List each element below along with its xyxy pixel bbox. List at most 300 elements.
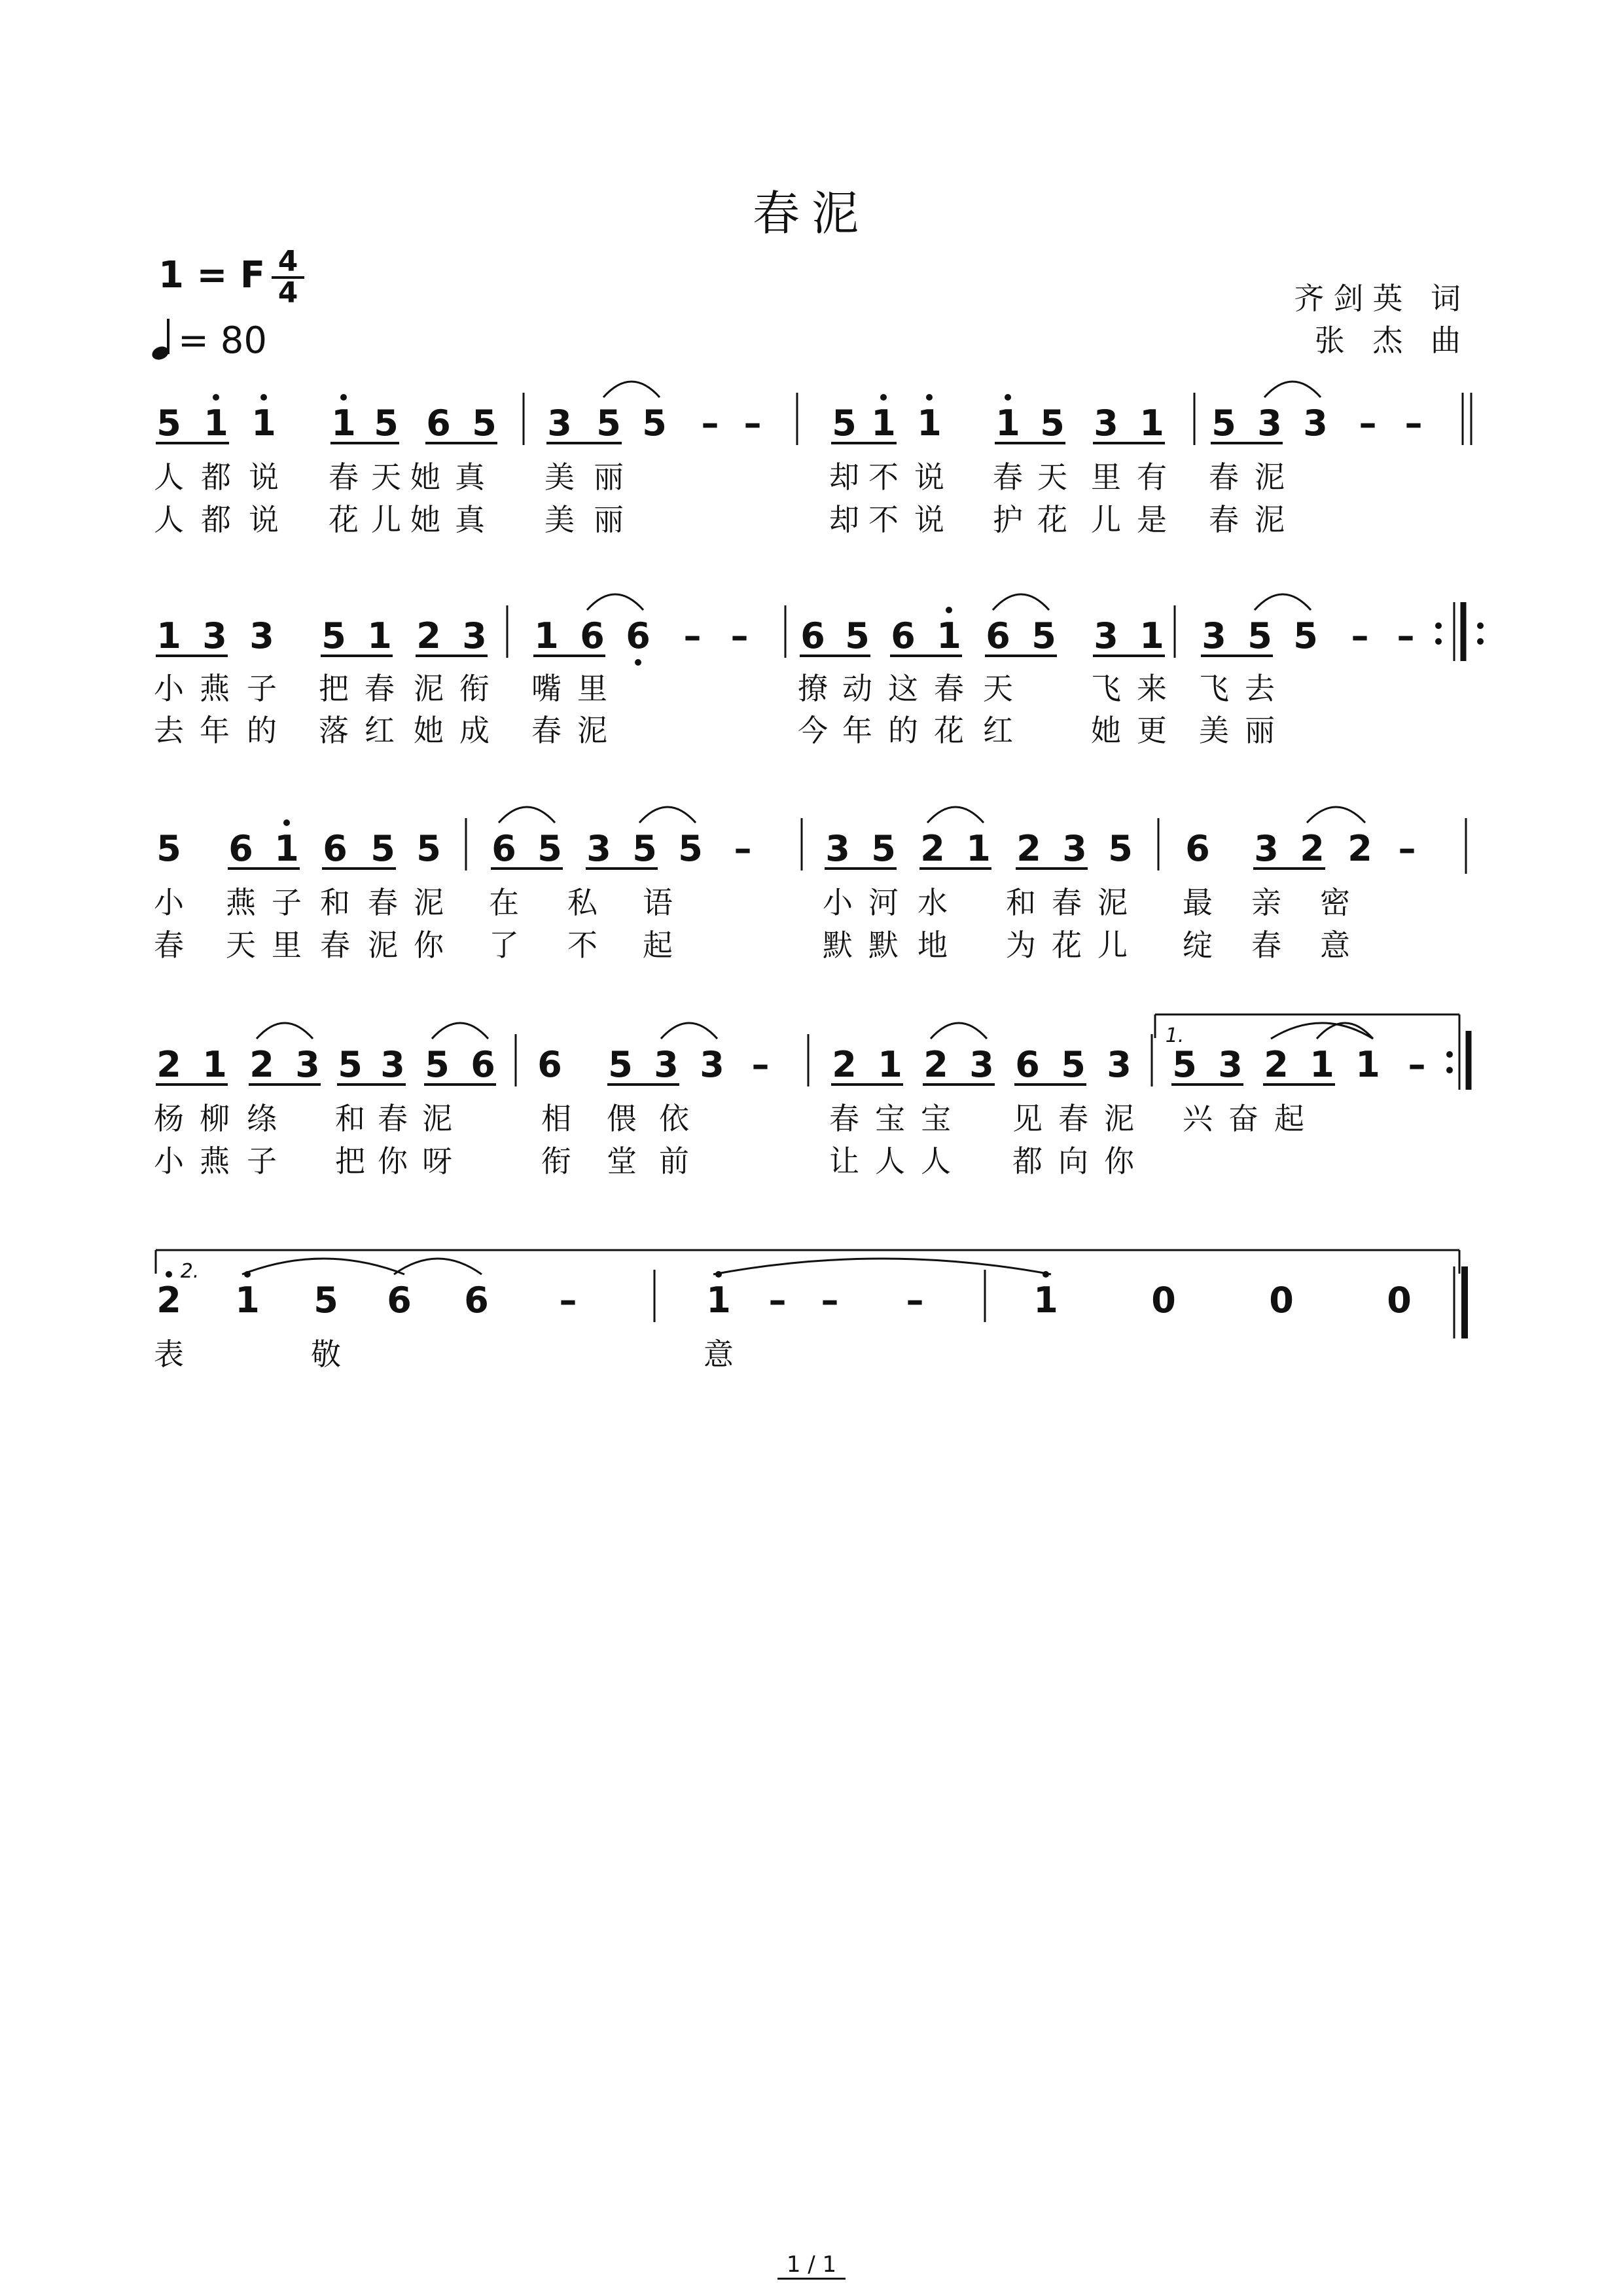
lyric-char: 春 [531,713,562,748]
high-octave-dot [166,1271,172,1278]
page-number-text: 1 / 1 [777,2251,846,2280]
note-digit: 1 [871,403,896,444]
high-octave-dot [213,394,219,401]
slur [603,382,660,397]
note-digit: 1 [1139,615,1164,656]
note-digit: 3 [700,1044,724,1085]
sustain-dash: – [751,1044,770,1085]
slur [661,1023,717,1039]
note-digit: 5 [608,1044,633,1085]
note-digit: 3 [295,1044,320,1085]
note-digit: 6 [891,615,916,656]
note-digit: 3 [969,1044,994,1085]
time-signature-bottom: 4 [277,276,298,310]
lyric-char: 春 [378,1101,408,1136]
note-digit: 1 [706,1280,731,1321]
slur [1264,382,1321,397]
note-digit: 5 [313,1280,338,1321]
lyric-char: 意 [704,1336,734,1372]
lyric-char: 人 [154,459,184,495]
lyric-char: 默 [823,927,853,963]
note-digit: 1 [1310,1044,1334,1085]
note-digit: 1 [917,403,942,444]
note-digit: 1 [251,403,276,444]
note-digit: 1 [235,1280,260,1321]
lyric-char: 地 [918,927,948,963]
lyric-char: 天 [1037,459,1067,495]
note-digit: 5 [472,403,497,444]
note-digit: 5 [370,828,395,869]
note-digit: 5 [832,403,857,444]
lyric-char: 依 [659,1101,689,1136]
sustain-dash: – [1359,403,1377,444]
lyric-char: 泥 [1255,459,1285,495]
note-digit: 3 [1107,1044,1132,1085]
composer-credit: 张 杰 曲 [1314,323,1470,358]
lyric-char: 丽 [1245,713,1275,748]
note-digit: 5 [1211,403,1236,444]
note-digit: 5 [338,1044,363,1085]
note-digit: 1 [966,828,991,869]
note-digit: 5 [845,615,870,656]
note-digit: 3 [1257,403,1282,444]
note-digit: 1 [1139,403,1164,444]
note-digit: 1 [878,1044,902,1085]
lyric-char: 真 [455,459,485,495]
lyric-char: 说 [914,459,944,495]
lyric-char: 和 [320,885,350,920]
lyric-char: 春 [993,459,1023,495]
slur [432,1023,488,1039]
lyric-char: 泥 [1097,885,1128,920]
note-digit: 6 [537,1044,562,1085]
lyric-char: 你 [1104,1143,1134,1179]
note-digit: 3 [1094,403,1118,444]
lyric-char: 燕 [226,885,256,920]
slur [257,1023,313,1039]
note-digit: 2 [1300,828,1325,869]
lyric-char: 红 [365,713,395,748]
lyric-char: 的 [888,713,918,748]
lyric-char: 默 [868,927,899,963]
note-digit: 2 [1016,828,1041,869]
slur [587,594,643,610]
note-digit: 3 [1303,403,1328,444]
lyric-char: 春 [1209,459,1239,495]
note-digit: 5 [1061,1044,1086,1085]
lyric-char: 宝 [921,1101,951,1136]
note-digit: 2 [156,1280,181,1321]
lyric-char: 丽 [594,459,624,495]
note-digit: 3 [1062,828,1087,869]
lyric-char: 真 [455,502,485,537]
lyric-char: 人 [875,1143,905,1179]
lyric-char: 燕 [200,1143,230,1179]
lyric-char: 撩 [798,671,828,706]
note-digit: 2 [832,1044,857,1085]
repeat-dot [1477,622,1484,629]
lyric-char: 杨 [154,1101,184,1136]
note-digit: 6 [580,615,605,656]
slur [394,1259,482,1274]
lyric-char: 小 [154,671,184,706]
note-digit: 3 [202,615,227,656]
repeat-dot [1477,638,1484,645]
lyric-char: 护 [993,502,1023,537]
lyric-char: 把 [319,671,349,706]
lyric-char: 私 [567,885,597,920]
slur [499,807,555,823]
lyric-char: 却 [829,502,859,537]
slur [1255,594,1311,610]
note-digit: 6 [491,828,516,869]
lyric-char: 春 [365,671,395,706]
note-digit: 3 [462,615,487,656]
lyric-char: 泥 [1104,1101,1134,1136]
lyric-char: 水 [918,885,948,920]
lyric-char: 相 [541,1101,571,1136]
lyric-char: 和 [1006,885,1036,920]
lyric-char: 和 [335,1101,365,1136]
high-octave-dot [926,394,933,401]
song-title: 春泥 [752,186,870,241]
note-digit: 3 [586,828,611,869]
note-digit: 1 [1033,1280,1058,1321]
lyric-char: 向 [1058,1143,1088,1179]
lyric-char: 子 [247,1143,277,1179]
note-digit: 3 [547,403,572,444]
note-digit: 5 [1293,615,1318,656]
lyric-char: 这 [888,671,918,706]
lyric-char: 子 [272,885,302,920]
note-digit: 1 [1355,1044,1380,1085]
lyric-char: 你 [414,927,444,963]
sustain-dash: – [683,615,702,656]
lyric-char: 泥 [368,927,398,963]
lyric-char: 更 [1137,713,1167,748]
lyric-char: 最 [1183,885,1213,920]
note-digit: 3 [1218,1044,1243,1085]
note-digit: 3 [1254,828,1279,869]
lyric-char: 小 [823,885,853,920]
note-digit: 2 [1347,828,1372,869]
slur [242,1259,404,1274]
sustain-dash: – [906,1280,924,1321]
slur [931,1023,987,1039]
lyric-char: 见 [1012,1101,1043,1136]
slur [639,807,696,823]
sustain-dash: – [743,403,762,444]
note-digit: 1 [274,828,299,869]
lyric-char: 奋 [1228,1101,1258,1136]
repeat-dot [1435,638,1442,645]
repeat-dot [1435,622,1442,629]
note-digit: 2 [156,1044,181,1085]
lyric-char: 起 [1274,1101,1304,1136]
lyric-char: 说 [249,459,279,495]
lyric-char: 语 [643,885,673,920]
lyric-char: 花 [329,502,359,537]
lyric-char: 美 [544,459,575,495]
lyric-char: 里 [1091,459,1121,495]
note-digit: 5 [871,828,896,869]
note-digit: 0 [1151,1280,1176,1321]
slur [713,1259,1051,1274]
high-octave-dot [880,394,887,401]
note-digit: 3 [380,1044,405,1085]
lyric-char: 偎 [607,1101,637,1136]
lyric-char: 柳 [200,1101,230,1136]
lyric-char: 儿 [1097,927,1128,963]
lyric-char: 都 [201,459,231,495]
lyric-char: 春 [1058,1101,1088,1136]
repeat-dot [1446,1067,1453,1073]
lyric-char: 里 [577,671,607,706]
note-digit: 2 [920,828,945,869]
lyric-char: 花 [1052,927,1082,963]
lyric-char: 泥 [1255,502,1285,537]
sustain-dash: – [1398,828,1416,869]
high-octave-dot [946,607,952,613]
note-digit: 3 [1202,615,1226,656]
note-digit: 2 [249,1044,274,1085]
lyric-char: 她 [414,713,444,748]
lyric-char: 敬 [311,1336,341,1372]
lyric-char: 让 [829,1143,859,1179]
lyric-char: 小 [154,885,184,920]
lyric-char: 不 [868,502,899,537]
note-digit: 6 [426,403,451,444]
slur [1307,807,1365,823]
sustain-dash: – [821,1280,839,1321]
lyric-char: 兴 [1183,1101,1213,1136]
lyric-char: 河 [868,885,899,920]
lyric-char: 美 [1199,713,1229,748]
lyric-char: 儿 [1091,502,1121,537]
note-digit: 6 [626,615,651,656]
lyric-char: 今 [798,713,828,748]
lyric-char: 小 [154,1143,184,1179]
lyric-char: 春 [320,927,350,963]
note-digit: 3 [1094,615,1118,656]
lyric-char: 泥 [414,885,444,920]
note-digit: 1 [331,403,356,444]
note-digit: 1 [202,1044,227,1085]
lyric-char: 嘴 [531,671,562,706]
note-digit: 6 [1015,1044,1040,1085]
lyric-char: 美 [544,502,575,537]
note-digit: 0 [1269,1280,1294,1321]
lyric-char: 前 [659,1143,689,1179]
note-digit: 6 [228,828,253,869]
note-digit: 5 [156,828,181,869]
lyric-char: 她 [1091,713,1121,748]
lyric-char: 你 [378,1143,408,1179]
lyric-char: 不 [567,927,597,963]
lyric-char: 为 [1006,927,1036,963]
lyric-char: 飞 [1091,671,1121,706]
lyric-char: 春 [829,1101,859,1136]
high-octave-dot [260,394,267,401]
lyric-char: 泥 [414,671,444,706]
lyric-char: 花 [934,713,964,748]
note-digit: 6 [800,615,825,656]
lyric-char: 衔 [459,671,490,706]
lyric-char: 起 [643,927,673,963]
high-octave-dot [1005,394,1011,401]
sustain-dash: – [1404,403,1423,444]
note-digit: 5 [632,828,657,869]
note-digit: 5 [1040,403,1065,444]
repeat-dot [1446,1051,1453,1058]
low-octave-dot [635,659,641,666]
lyric-char: 是 [1137,502,1167,537]
sustain-dash: – [1351,615,1369,656]
sustain-dash: – [1408,1044,1426,1085]
lyric-char: 亲 [1251,885,1281,920]
tempo-value: = 80 [178,319,267,362]
lyric-char: 呀 [422,1143,452,1179]
note-digit: 0 [1387,1280,1412,1321]
note-digit: 3 [249,615,274,656]
note-digit: 1 [204,403,228,444]
note-digit: 2 [1264,1044,1289,1085]
slur [927,807,984,823]
lyric-char: 堂 [607,1143,637,1179]
lyric-char: 意 [1320,927,1350,963]
slur [993,594,1049,610]
lyric-char: 有 [1137,459,1167,495]
lyric-char: 儿 [371,502,401,537]
note-digit: 1 [367,615,392,656]
note-digit: 5 [1172,1044,1197,1085]
note-digit: 6 [471,1044,495,1085]
lyric-char: 春 [368,885,398,920]
lyric-char: 春 [1251,927,1281,963]
note-digit: 3 [654,1044,679,1085]
lyric-char: 都 [201,502,231,537]
note-digit: 5 [1031,615,1056,656]
sustain-dash: – [701,403,719,444]
lyric-char: 她 [410,502,440,537]
lyric-char: 衔 [541,1143,571,1179]
lyric-char: 说 [249,502,279,537]
lyric-char: 天 [371,459,401,495]
note-digit: 6 [387,1280,412,1321]
page-number [0,2251,1623,2278]
lyric-char: 丽 [594,502,624,537]
lyric-char: 不 [868,459,899,495]
note-digit: 1 [534,615,559,656]
note-digit: 1 [156,615,181,656]
lyric-char: 年 [200,713,230,748]
sustain-dash: – [768,1280,787,1321]
note-digit: 5 [537,828,562,869]
sustain-dash: – [1397,615,1415,656]
lyric-char: 说 [914,502,944,537]
lyric-char: 春 [1209,502,1239,537]
lyric-char: 花 [1037,502,1067,537]
high-octave-dot [283,819,290,826]
note-digit: 5 [1108,828,1133,869]
note-digit: 5 [425,1044,450,1085]
lyric-char: 天 [226,927,256,963]
note-digit: 5 [321,615,346,656]
lyric-char: 春 [329,459,359,495]
note-digit: 5 [678,828,703,869]
lyric-char: 却 [829,459,859,495]
lyric-char: 里 [272,927,302,963]
note-digit: 6 [1185,828,1210,869]
note-digit: 2 [416,615,441,656]
note-digit: 6 [464,1280,489,1321]
note-digit: 1 [995,403,1020,444]
lyric-char: 密 [1320,885,1350,920]
lyric-char: 绽 [1183,927,1213,963]
lyric-char: 表 [154,1336,184,1372]
note-digit: 5 [1247,615,1272,656]
note-digit: 6 [986,615,1010,656]
lyric-char: 绦 [247,1101,277,1136]
note-digit: 5 [416,828,441,869]
lyric-char: 去 [1245,671,1275,706]
lyric-char: 年 [842,713,872,748]
note-digit: 1 [936,615,961,656]
lyric-char: 飞 [1199,671,1229,706]
lyric-char: 落 [319,713,349,748]
lyric-char: 红 [983,713,1013,748]
note-digit: 5 [156,403,181,444]
time-signature-top: 4 [277,245,298,278]
lyric-char: 来 [1137,671,1167,706]
note-digit: 2 [923,1044,948,1085]
lyric-char: 成 [459,713,490,748]
lyric-char: 了 [489,927,519,963]
lyric-char: 她 [410,459,440,495]
sustain-dash: – [734,828,752,869]
lyric-char: 天 [983,671,1013,706]
lyric-char: 人 [921,1143,951,1179]
lyric-char: 动 [842,671,872,706]
lyric-char: 去 [154,713,184,748]
note-digit: 6 [323,828,348,869]
lyricist-credit: 齐剑英 词 [1294,281,1470,316]
lyric-char: 在 [489,885,519,920]
note-digit: 3 [825,828,850,869]
lyric-char: 宝 [875,1101,905,1136]
key-signature: 1 = F [158,254,266,296]
lyric-char: 春 [1052,885,1082,920]
lyric-char: 春 [154,927,184,963]
note-digit: 5 [374,403,399,444]
lyric-char: 燕 [200,671,230,706]
lyric-char: 把 [335,1143,365,1179]
lyric-char: 子 [247,671,277,706]
volta-label: 2. [180,1260,200,1283]
lyric-char: 人 [154,502,184,537]
note-digit: 5 [642,403,667,444]
lyric-char: 的 [247,713,277,748]
high-octave-dot [340,394,347,401]
note-digit: 5 [596,403,621,444]
lyric-char: 春 [934,671,964,706]
lyric-char: 泥 [577,713,607,748]
sustain-dash: – [730,615,749,656]
sustain-dash: – [559,1280,577,1321]
lyric-char: 都 [1012,1143,1043,1179]
lyric-char: 泥 [422,1101,452,1136]
volta-label: 1. [1165,1024,1185,1047]
